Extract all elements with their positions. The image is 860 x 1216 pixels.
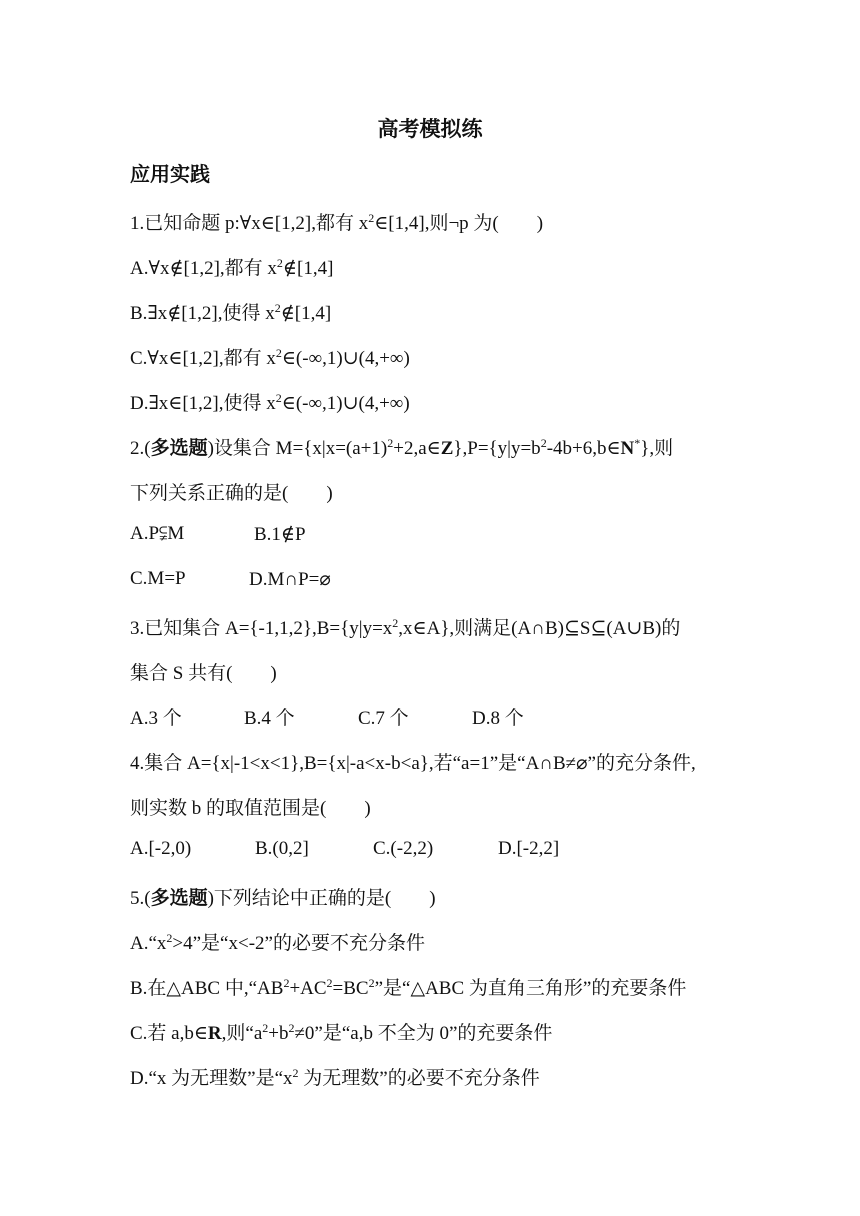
question-2-stem-continued: 下列关系正确的是( ) [130,483,333,504]
multi-select-tag: 多选题 [150,438,208,459]
question-4-stem: 4.集合 A={x|-1<x<1},B={x|-a<x-b<a},若“a=1”是“A∩B≠⌀”的充分条件, [130,753,696,774]
question-3-stem-continued: 集合 S 共有( ) [130,663,277,684]
question-4-option-b: B.(0,2] [255,838,309,859]
question-2-option-b: B.1∉P [254,524,306,545]
question-2-option-d: D.M∩P=⌀ [249,569,331,590]
question-1-option-b: B.∃x∉[1,2],使得 $x^2\notin[1,4]$ [130,301,332,324]
question-4-option-d: D.[-2,2] [498,838,560,859]
question-1-stem: 1.已知命题 p:∀x∈[1,2],都有 $x^2\in[1,4]$,则¬p 为( ) [130,211,544,234]
question-5-stem: 5.(多选题)下列结论中正确的是( ) [130,888,436,909]
question-1-option-c: C.∀x∈[1,2],都有 $x^2\in(-\infty,1)\cup(4,+\infty)$ [130,346,410,369]
question-3-option-a: A.3 个 [130,708,182,729]
question-3-stem: 3.已知集合 $A=\{-1,1,2\},B=\{y|y=x^2,x\in A\}$,则满足(A∩B)⊆S⊆(A∪B)的 [130,616,681,639]
question-3-option-b: B.4 个 [244,708,295,729]
question-4-option-c: C.(-2,2) [373,838,434,859]
question-5-option-c: C.若 a,b∈R,则“$a^2+b^2\ne 0$”是“a,b 不全为 0”的充要条件 [130,1021,553,1044]
question-4-option-a: A.[-2,0) [130,838,192,859]
multi-select-tag: 多选题 [150,888,208,909]
question-1-option-d: D.∃x∈[1,2],使得 $x^2\in(-\infty,1)\cup(4,+\infty)$ [130,391,410,414]
question-4-stem-continued: 则实数 b 的取值范围是( ) [130,798,371,819]
question-3-option-d: D.8 个 [472,708,524,729]
question-2-option-c: C.M=P [130,568,186,589]
question-2-stem: 2.(多选题)设集合 $M=\{x|x=(a+1)^2+2,a\in Z\},P=\{y|y=b^2-4b+6,b\in N^*\}$,则 [130,436,674,459]
question-2-option-a: A.P⫋M [130,523,185,544]
question-1-option-a: A.∀x∉[1,2],都有 $x^2\notin[1,4]$ [130,256,334,279]
question-5-option-a: $A.“x^2>4$”是“x<-2”的必要不充分条件 [130,931,425,954]
question-5-option-b: B.在△ABC 中$,“AB^2+AC^2=BC^2$”是“△ABC 为直角三角形”的充要条件 [130,976,687,999]
question-5-option-d: D.“x 为无理数”是“$x^2$ 为无理数”的必要不充分条件 [130,1066,540,1089]
question-3-option-c: C.7 个 [358,708,409,729]
section-heading: 应用实践 [130,162,210,186]
page-title: 高考模拟练 [377,117,483,141]
